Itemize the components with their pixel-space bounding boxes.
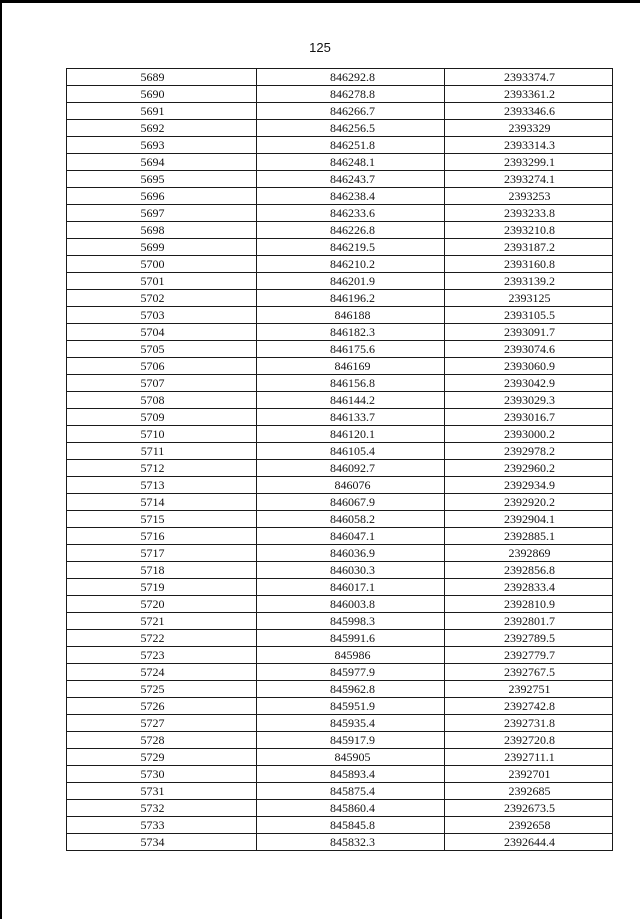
y-coordinate-cell: 2393374.7 xyxy=(445,69,613,86)
point-id-cell: 5711 xyxy=(67,443,257,460)
table-row xyxy=(67,613,613,630)
table-row xyxy=(67,69,613,86)
x-coordinate-cell: 846030.3 xyxy=(257,562,445,579)
x-coordinate-cell: 846251.8 xyxy=(257,137,445,154)
y-coordinate-cell: 2393125 xyxy=(445,290,613,307)
x-coordinate-cell: 845860.4 xyxy=(257,800,445,817)
x-coordinate-cell: 845962.8 xyxy=(257,681,445,698)
x-coordinate-cell: 846105.4 xyxy=(257,443,445,460)
x-coordinate-cell: 846076 xyxy=(257,477,445,494)
y-coordinate-cell: 2393274.1 xyxy=(445,171,613,188)
point-id-cell: 5727 xyxy=(67,715,257,732)
point-id-cell: 5722 xyxy=(67,630,257,647)
point-id-cell: 5699 xyxy=(67,239,257,256)
y-coordinate-cell: 2392742.8 xyxy=(445,698,613,715)
table-row xyxy=(67,375,613,392)
y-coordinate-cell: 2393060.9 xyxy=(445,358,613,375)
x-coordinate-cell: 846144.2 xyxy=(257,392,445,409)
table-row xyxy=(67,698,613,715)
x-coordinate-cell: 846243.7 xyxy=(257,171,445,188)
y-coordinate-cell: 2393139.2 xyxy=(445,273,613,290)
table-row xyxy=(67,715,613,732)
y-coordinate-cell: 2393253 xyxy=(445,188,613,205)
y-coordinate-cell: 2393210.8 xyxy=(445,222,613,239)
table-row xyxy=(67,392,613,409)
point-id-cell: 5734 xyxy=(67,834,257,851)
point-id-cell: 5730 xyxy=(67,766,257,783)
y-coordinate-cell: 2393346.6 xyxy=(445,103,613,120)
point-id-cell: 5703 xyxy=(67,307,257,324)
x-coordinate-cell: 846175.6 xyxy=(257,341,445,358)
table-row xyxy=(67,341,613,358)
point-id-cell: 5689 xyxy=(67,69,257,86)
table-row xyxy=(67,562,613,579)
y-coordinate-cell: 2392711.1 xyxy=(445,749,613,766)
y-coordinate-cell: 2392885.1 xyxy=(445,528,613,545)
point-id-cell: 5732 xyxy=(67,800,257,817)
x-coordinate-cell: 845905 xyxy=(257,749,445,766)
table-row xyxy=(67,545,613,562)
y-coordinate-cell: 2392779.7 xyxy=(445,647,613,664)
x-coordinate-cell: 846058.2 xyxy=(257,511,445,528)
x-coordinate-cell: 846036.9 xyxy=(257,545,445,562)
table-row xyxy=(67,460,613,477)
table-row xyxy=(67,630,613,647)
point-id-cell: 5707 xyxy=(67,375,257,392)
table-row xyxy=(67,664,613,681)
x-coordinate-cell: 846120.1 xyxy=(257,426,445,443)
point-id-cell: 5719 xyxy=(67,579,257,596)
table-row xyxy=(67,256,613,273)
x-coordinate-cell: 846067.9 xyxy=(257,494,445,511)
point-id-cell: 5715 xyxy=(67,511,257,528)
table-row xyxy=(67,681,613,698)
table-row xyxy=(67,239,613,256)
table-row xyxy=(67,290,613,307)
point-id-cell: 5721 xyxy=(67,613,257,630)
y-coordinate-cell: 2393105.5 xyxy=(445,307,613,324)
table-row xyxy=(67,358,613,375)
point-id-cell: 5692 xyxy=(67,120,257,137)
x-coordinate-cell: 845832.3 xyxy=(257,834,445,851)
page-number: 125 xyxy=(309,40,331,55)
x-coordinate-cell: 846226.8 xyxy=(257,222,445,239)
point-id-cell: 5706 xyxy=(67,358,257,375)
y-coordinate-cell: 2393233.8 xyxy=(445,205,613,222)
x-coordinate-cell: 845991.6 xyxy=(257,630,445,647)
point-id-cell: 5717 xyxy=(67,545,257,562)
x-coordinate-cell: 846133.7 xyxy=(257,409,445,426)
x-coordinate-cell: 846169 xyxy=(257,358,445,375)
y-coordinate-cell: 2392751 xyxy=(445,681,613,698)
y-coordinate-cell: 2392960.2 xyxy=(445,460,613,477)
table-row xyxy=(67,511,613,528)
y-coordinate-cell: 2392720.8 xyxy=(445,732,613,749)
table-row xyxy=(67,443,613,460)
x-coordinate-cell: 846003.8 xyxy=(257,596,445,613)
x-coordinate-cell: 846017.1 xyxy=(257,579,445,596)
x-coordinate-cell: 846233.6 xyxy=(257,205,445,222)
x-coordinate-cell: 846047.1 xyxy=(257,528,445,545)
point-id-cell: 5726 xyxy=(67,698,257,715)
x-coordinate-cell: 845998.3 xyxy=(257,613,445,630)
y-coordinate-cell: 2392920.2 xyxy=(445,494,613,511)
y-coordinate-cell: 2393329 xyxy=(445,120,613,137)
y-coordinate-cell: 2392869 xyxy=(445,545,613,562)
y-coordinate-cell: 2393299.1 xyxy=(445,154,613,171)
point-id-cell: 5700 xyxy=(67,256,257,273)
point-id-cell: 5731 xyxy=(67,783,257,800)
y-coordinate-cell: 2393074.6 xyxy=(445,341,613,358)
point-id-cell: 5704 xyxy=(67,324,257,341)
y-coordinate-cell: 2392810.9 xyxy=(445,596,613,613)
table-row xyxy=(67,494,613,511)
table-row xyxy=(67,834,613,851)
y-coordinate-cell: 2393029.3 xyxy=(445,392,613,409)
point-id-cell: 5694 xyxy=(67,154,257,171)
x-coordinate-cell: 846182.3 xyxy=(257,324,445,341)
y-coordinate-cell: 2392856.8 xyxy=(445,562,613,579)
point-id-cell: 5728 xyxy=(67,732,257,749)
x-coordinate-cell: 846219.5 xyxy=(257,239,445,256)
x-coordinate-cell: 846210.2 xyxy=(257,256,445,273)
y-coordinate-cell: 2392673.5 xyxy=(445,800,613,817)
table-row xyxy=(67,426,613,443)
x-coordinate-cell: 846278.8 xyxy=(257,86,445,103)
x-coordinate-cell: 846092.7 xyxy=(257,460,445,477)
table-row xyxy=(67,647,613,664)
y-coordinate-cell: 2392767.5 xyxy=(445,664,613,681)
table-row xyxy=(67,222,613,239)
table-row xyxy=(67,188,613,205)
x-coordinate-cell: 846188 xyxy=(257,307,445,324)
table-row xyxy=(67,120,613,137)
table-row xyxy=(67,154,613,171)
point-id-cell: 5729 xyxy=(67,749,257,766)
table-row xyxy=(67,86,613,103)
point-id-cell: 5693 xyxy=(67,137,257,154)
point-id-cell: 5712 xyxy=(67,460,257,477)
point-id-cell: 5724 xyxy=(67,664,257,681)
point-id-cell: 5691 xyxy=(67,103,257,120)
x-coordinate-cell: 845951.9 xyxy=(257,698,445,715)
point-id-cell: 5705 xyxy=(67,341,257,358)
table-row xyxy=(67,103,613,120)
x-coordinate-cell: 846238.4 xyxy=(257,188,445,205)
point-id-cell: 5708 xyxy=(67,392,257,409)
table-row xyxy=(67,528,613,545)
table-row xyxy=(67,171,613,188)
point-id-cell: 5733 xyxy=(67,817,257,834)
x-coordinate-cell: 845875.4 xyxy=(257,783,445,800)
point-id-cell: 5697 xyxy=(67,205,257,222)
point-id-cell: 5695 xyxy=(67,171,257,188)
y-coordinate-cell: 2393016.7 xyxy=(445,409,613,426)
table-row xyxy=(67,732,613,749)
coordinate-table-body xyxy=(67,69,613,851)
y-coordinate-cell: 2393314.3 xyxy=(445,137,613,154)
y-coordinate-cell: 2392701 xyxy=(445,766,613,783)
page-border-top xyxy=(0,0,640,3)
table-row xyxy=(67,579,613,596)
coordinate-table xyxy=(66,68,613,851)
table-row xyxy=(67,205,613,222)
table-row xyxy=(67,817,613,834)
table-row xyxy=(67,800,613,817)
y-coordinate-cell: 2393160.8 xyxy=(445,256,613,273)
point-id-cell: 5710 xyxy=(67,426,257,443)
point-id-cell: 5702 xyxy=(67,290,257,307)
x-coordinate-cell: 845845.8 xyxy=(257,817,445,834)
y-coordinate-cell: 2392789.5 xyxy=(445,630,613,647)
x-coordinate-cell: 846248.1 xyxy=(257,154,445,171)
point-id-cell: 5725 xyxy=(67,681,257,698)
y-coordinate-cell: 2392833.4 xyxy=(445,579,613,596)
point-id-cell: 5723 xyxy=(67,647,257,664)
x-coordinate-cell: 846201.9 xyxy=(257,273,445,290)
table-row xyxy=(67,324,613,341)
y-coordinate-cell: 2392934.9 xyxy=(445,477,613,494)
point-id-cell: 5701 xyxy=(67,273,257,290)
table-row xyxy=(67,749,613,766)
x-coordinate-cell: 845935.4 xyxy=(257,715,445,732)
x-coordinate-cell: 846196.2 xyxy=(257,290,445,307)
x-coordinate-cell: 845977.9 xyxy=(257,664,445,681)
x-coordinate-cell: 845917.9 xyxy=(257,732,445,749)
table-row xyxy=(67,273,613,290)
y-coordinate-cell: 2392904.1 xyxy=(445,511,613,528)
x-coordinate-cell: 845893.4 xyxy=(257,766,445,783)
y-coordinate-cell: 2392658 xyxy=(445,817,613,834)
point-id-cell: 5698 xyxy=(67,222,257,239)
y-coordinate-cell: 2392801.7 xyxy=(445,613,613,630)
x-coordinate-cell: 846156.8 xyxy=(257,375,445,392)
x-coordinate-cell: 846256.5 xyxy=(257,120,445,137)
y-coordinate-cell: 2393000.2 xyxy=(445,426,613,443)
x-coordinate-cell: 846266.7 xyxy=(257,103,445,120)
y-coordinate-cell: 2392644.4 xyxy=(445,834,613,851)
point-id-cell: 5690 xyxy=(67,86,257,103)
x-coordinate-cell: 846292.8 xyxy=(257,69,445,86)
y-coordinate-cell: 2392978.2 xyxy=(445,443,613,460)
page-border-left xyxy=(0,0,2,919)
point-id-cell: 5714 xyxy=(67,494,257,511)
table-row xyxy=(67,409,613,426)
table-row xyxy=(67,137,613,154)
y-coordinate-cell: 2393042.9 xyxy=(445,375,613,392)
point-id-cell: 5709 xyxy=(67,409,257,426)
table-row xyxy=(67,477,613,494)
y-coordinate-cell: 2393187.2 xyxy=(445,239,613,256)
point-id-cell: 5716 xyxy=(67,528,257,545)
table-row xyxy=(67,307,613,324)
point-id-cell: 5696 xyxy=(67,188,257,205)
table-row xyxy=(67,596,613,613)
y-coordinate-cell: 2392731.8 xyxy=(445,715,613,732)
point-id-cell: 5718 xyxy=(67,562,257,579)
x-coordinate-cell: 845986 xyxy=(257,647,445,664)
point-id-cell: 5713 xyxy=(67,477,257,494)
y-coordinate-cell: 2393091.7 xyxy=(445,324,613,341)
table-row xyxy=(67,783,613,800)
table-row xyxy=(67,766,613,783)
point-id-cell: 5720 xyxy=(67,596,257,613)
y-coordinate-cell: 2393361.2 xyxy=(445,86,613,103)
y-coordinate-cell: 2392685 xyxy=(445,783,613,800)
